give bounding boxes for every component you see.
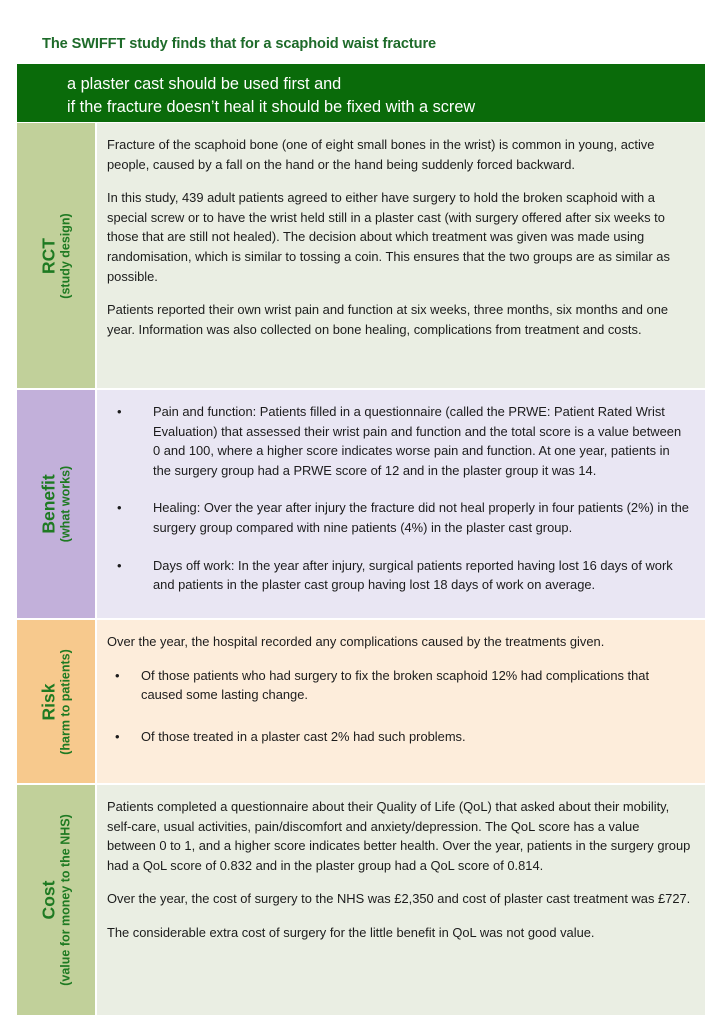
headline-banner xyxy=(17,64,705,122)
section-label-rct-main: RCT xyxy=(38,237,59,274)
paragraph: Over the year, the hospital recorded any complications caused by the treatments given. xyxy=(107,634,605,649)
bullet-dot-icon: • xyxy=(117,404,122,419)
paragraph: The considerable extra cost of surgery for the little benefit in QoL was not good value. xyxy=(107,924,595,940)
list-item xyxy=(107,498,691,537)
paragraph: Over the year, the cost of surgery to the NHS was £2,350 and cost of plaster cast treatment was £727. xyxy=(107,891,691,907)
section-label-cost-sub: (value for money to the NHS) xyxy=(58,814,73,986)
section-benefit xyxy=(17,388,705,618)
list-item-text: Healing: Over the year after injury the fracture did not heal properly in four patients (2%) in the surgery group compared with nine patients (4%) in the plaster cast group. xyxy=(153,500,689,535)
page-title: The SWIFFT study finds that for a scaphoid waist fracture xyxy=(42,36,437,52)
section-label-risk-main: Risk xyxy=(38,683,59,720)
section-label-risk-sub: (harm to patients) xyxy=(58,648,73,755)
list-item-text: Of those patients who had surgery to fix the broken scaphoid 12% had complications that caused some lasting change. xyxy=(141,667,650,703)
headline-line-2: if the fracture doesn’t heal it should be fixed with a screw xyxy=(67,98,476,116)
section-rct xyxy=(17,123,705,388)
list-item xyxy=(107,666,691,705)
list-item xyxy=(107,402,691,480)
paragraph: Patients completed a questionnaire about their Quality of Life (QoL) that asked about their mobility, self-care, usual activities, pain/discomfort and anxiety/depression. The QoL score has a value between 0 to 1, and a higher score indicates better health. Over the year, patients in the surgery group had a QoL score of 0.832 and in the plaster group had a QoL score of 0.814. xyxy=(107,799,691,873)
section-label-benefit-main: Benefit xyxy=(38,474,59,534)
bullet-dot-icon: • xyxy=(115,667,120,683)
paragraph: Fracture of the scaphoid bone (one of eight small bones in the wrist) is common in young, active people, caused by a fall on the hand or the hand being suddenly forced backward. xyxy=(107,137,655,172)
list-item-text: Of those treated in a plaster cast 2% had such problems. xyxy=(141,728,466,744)
headline-line-1: a plaster cast should be used first and xyxy=(67,75,342,93)
section-label-benefit-sub: (what works) xyxy=(58,465,73,543)
bullet-dot-icon: • xyxy=(117,557,122,573)
section-label-risk xyxy=(17,620,95,783)
list-item-text: Pain and function: Patients filled in a questionnaire (called the PRWE: Patient Rated Wrist Evaluation) that assessed their wrist pain and function and the total score is a value between 0 and 100, where a higher score indicates worse pain and function. At one year, patients in the surgery group had a PRWE score of 12 and in the plaster group it was 14. xyxy=(153,404,682,478)
bullet-dot-icon: • xyxy=(117,500,122,516)
section-body-risk xyxy=(95,620,705,783)
section-label-rct-sub: (study design) xyxy=(58,212,73,299)
sections-container xyxy=(17,123,705,1015)
bullet-dot-icon: • xyxy=(115,728,120,744)
section-label-rct xyxy=(17,123,95,388)
list-item xyxy=(107,556,691,595)
section-label-cost-main: Cost xyxy=(38,880,59,920)
list-item xyxy=(107,727,691,747)
paragraph: In this study, 439 adult patients agreed to either have surgery to hold the broken scaphoid with a special screw or to have the wrist held still in a plaster cast (with surgery offered after six weeks to those that are still not healed). The decision about which treatment was given was made using randomisation, which is similar to tossing a coin. This ensures that the two groups are as similar as possible. xyxy=(107,190,670,284)
section-cost xyxy=(17,783,705,1015)
bullet-list xyxy=(107,402,691,595)
list-item-text: Days off work: In the year after injury, surgical patients reported having lost 16 days of work and patients in the plaster cast group having lost 18 days of work on average. xyxy=(153,557,673,593)
bullet-list xyxy=(107,666,691,747)
section-body-cost xyxy=(95,785,705,1015)
paragraph: Patients reported their own wrist pain and function at six weeks, three months, six months and one year. Information was also collected on bone healing, complications from treatment and costs. xyxy=(107,302,669,337)
section-body-rct xyxy=(95,123,705,388)
section-body-benefit xyxy=(95,390,705,618)
section-risk xyxy=(17,618,705,783)
section-label-benefit xyxy=(17,390,95,618)
section-label-cost xyxy=(17,785,95,1015)
